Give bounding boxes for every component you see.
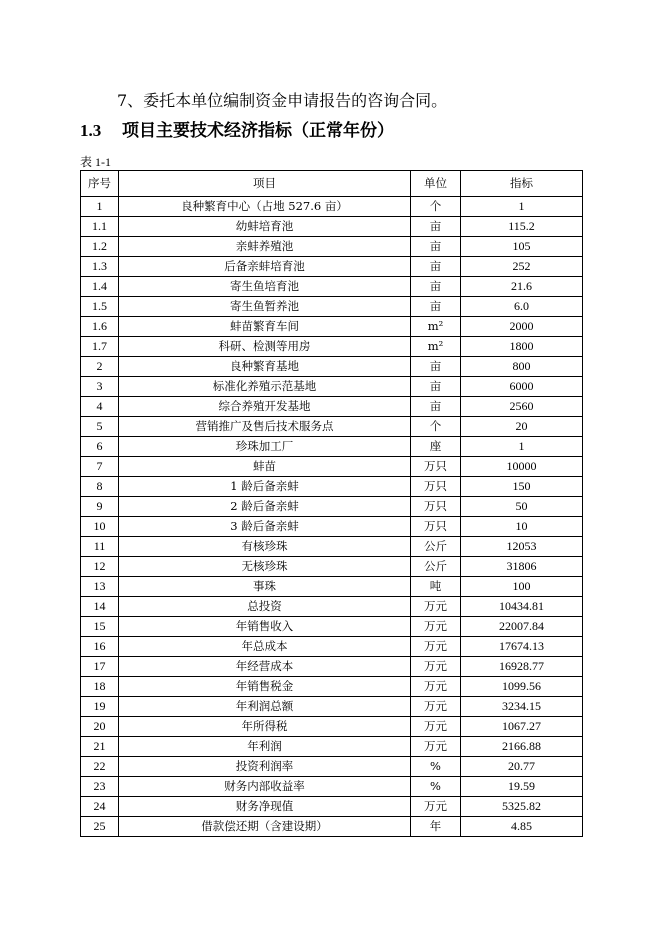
cell-seq: 22 [81,757,119,777]
cell-unit: 万元 [411,617,461,637]
cell-item: 3 龄后备亲蚌 [119,517,411,537]
cell-item: 年总成本 [119,637,411,657]
cell-item: 亲蚌养殖池 [119,237,411,257]
table-row [81,737,583,757]
cell-value: 12053 [461,537,583,557]
section-heading [80,119,394,143]
cell-unit: 亩 [411,397,461,417]
table-header-row [81,171,583,197]
cell-seq: 23 [81,777,119,797]
cell-unit: 亩 [411,297,461,317]
cell-value: 31806 [461,557,583,577]
cell-item: 年销售税金 [119,677,411,697]
cell-item: 有核珍珠 [119,537,411,557]
cell-seq: 1.4 [81,277,119,297]
cell-item: 年利润总额 [119,697,411,717]
cell-value: 1 [461,197,583,217]
cell-seq: 15 [81,617,119,637]
table-row [81,377,583,397]
cell-value: 2000 [461,317,583,337]
cell-value: 10434.81 [461,597,583,617]
cell-seq: 1.1 [81,217,119,237]
cell-seq: 4 [81,397,119,417]
cell-unit: 公斤 [411,537,461,557]
table-row [81,717,583,737]
cell-item: 幼蚌培育池 [119,217,411,237]
intro-list-item: 7、委托本单位编制资金申请报告的咨询合同。 [117,91,448,110]
table-row [81,757,583,777]
cell-unit: 亩 [411,377,461,397]
cell-unit: 亩 [411,217,461,237]
cell-item: 后备亲蚌培育池 [119,257,411,277]
cell-value: 1099.56 [461,677,583,697]
cell-item: 蚌苗繁育车间 [119,317,411,337]
cell-value: 6000 [461,377,583,397]
table-row [81,317,583,337]
cell-seq: 1 [81,197,119,217]
cell-value: 115.2 [461,217,583,237]
cell-value: 10 [461,517,583,537]
cell-item: 1 龄后备亲蚌 [119,477,411,497]
cell-unit: 万元 [411,697,461,717]
cell-item: 总投资 [119,597,411,617]
table-row [81,797,583,817]
cell-value: 1067.27 [461,717,583,737]
table-caption: 表 1-1 [80,155,111,169]
cell-item: 珍珠加工厂 [119,437,411,457]
cell-value: 6.0 [461,297,583,317]
cell-value: 252 [461,257,583,277]
table-row [81,577,583,597]
header-value: 指标 [461,171,583,197]
cell-value: 100 [461,577,583,597]
cell-value: 3234.15 [461,697,583,717]
table-row [81,417,583,437]
cell-unit: 万元 [411,637,461,657]
cell-seq: 18 [81,677,119,697]
table-row [81,777,583,797]
table-row [81,437,583,457]
cell-unit: 万元 [411,677,461,697]
cell-unit: 万只 [411,477,461,497]
cell-value: 19.59 [461,777,583,797]
cell-value: 20.77 [461,757,583,777]
table-row [81,397,583,417]
header-seq: 序号 [81,171,119,197]
cell-unit: m² [411,337,461,357]
table-row [81,697,583,717]
cell-seq: 6 [81,437,119,457]
table-row [81,817,583,837]
cell-item: 年所得税 [119,717,411,737]
cell-item: 年经营成本 [119,657,411,677]
cell-item: 蚌苗 [119,457,411,477]
cell-item: 良种繁育基地 [119,357,411,377]
cell-item: 标准化养殖示范基地 [119,377,411,397]
table-row [81,457,583,477]
cell-seq: 1.2 [81,237,119,257]
cell-item: 年利润 [119,737,411,757]
cell-value: 105 [461,237,583,257]
cell-seq: 10 [81,517,119,537]
cell-unit: 万元 [411,597,461,617]
table-row [81,637,583,657]
cell-seq: 12 [81,557,119,577]
cell-unit: 万元 [411,657,461,677]
cell-unit: % [411,777,461,797]
cell-item: 无核珍珠 [119,557,411,577]
cell-seq: 14 [81,597,119,617]
section-number: 1.3 [80,121,102,140]
cell-seq: 11 [81,537,119,557]
cell-value: 2560 [461,397,583,417]
cell-seq: 3 [81,377,119,397]
cell-unit: 亩 [411,357,461,377]
table-row [81,257,583,277]
cell-seq: 2 [81,357,119,377]
cell-seq: 1.3 [81,257,119,277]
cell-item: 科研、检测等用房 [119,337,411,357]
cell-unit: 万只 [411,497,461,517]
cell-seq: 21 [81,737,119,757]
cell-unit: 万元 [411,797,461,817]
cell-seq: 1.6 [81,317,119,337]
cell-seq: 5 [81,417,119,437]
cell-item: 年销售收入 [119,617,411,637]
table-row [81,497,583,517]
cell-item: 寄生鱼暂养池 [119,297,411,317]
indicators-table [80,170,583,837]
table-row [81,297,583,317]
cell-unit: 万只 [411,517,461,537]
cell-item: 财务净现值 [119,797,411,817]
cell-unit: 个 [411,197,461,217]
table-body [81,197,583,837]
cell-item: 良种繁育中心（占地 527.6 亩） [119,197,411,217]
cell-item: 事珠 [119,577,411,597]
cell-unit: 个 [411,417,461,437]
cell-value: 50 [461,497,583,517]
table-row [81,237,583,257]
cell-unit: 年 [411,817,461,837]
cell-item: 营销推广及售后技术服务点 [119,417,411,437]
cell-item: 2 龄后备亲蚌 [119,497,411,517]
cell-seq: 24 [81,797,119,817]
cell-item: 投资利润率 [119,757,411,777]
cell-unit: 万元 [411,737,461,757]
cell-seq: 1.5 [81,297,119,317]
cell-seq: 19 [81,697,119,717]
cell-seq: 13 [81,577,119,597]
cell-value: 17674.13 [461,637,583,657]
table-row [81,197,583,217]
cell-item: 综合养殖开发基地 [119,397,411,417]
cell-seq: 9 [81,497,119,517]
cell-value: 10000 [461,457,583,477]
cell-value: 22007.84 [461,617,583,637]
cell-value: 1800 [461,337,583,357]
cell-item: 借款偿还期（含建设期） [119,817,411,837]
table-row [81,357,583,377]
cell-seq: 8 [81,477,119,497]
cell-item: 寄生鱼培育池 [119,277,411,297]
table-row [81,537,583,557]
cell-unit: 亩 [411,277,461,297]
header-item: 项目 [119,171,411,197]
table-row [81,657,583,677]
header-unit: 单位 [411,171,461,197]
table-row [81,277,583,297]
table-row [81,597,583,617]
cell-value: 5325.82 [461,797,583,817]
cell-unit: 座 [411,437,461,457]
cell-seq: 16 [81,637,119,657]
table-row [81,617,583,637]
cell-value: 4.85 [461,817,583,837]
cell-unit: 亩 [411,237,461,257]
cell-unit: 公斤 [411,557,461,577]
cell-unit: 亩 [411,257,461,277]
cell-unit: m² [411,317,461,337]
cell-unit: % [411,757,461,777]
cell-item: 财务内部收益率 [119,777,411,797]
cell-value: 1 [461,437,583,457]
cell-value: 800 [461,357,583,377]
section-title: 项目主要技术经济指标（正常年份） [122,121,394,141]
cell-unit: 吨 [411,577,461,597]
cell-unit: 万只 [411,457,461,477]
cell-seq: 1.7 [81,337,119,357]
cell-value: 21.6 [461,277,583,297]
table-row [81,557,583,577]
table-row [81,217,583,237]
table-row [81,477,583,497]
cell-value: 150 [461,477,583,497]
cell-seq: 20 [81,717,119,737]
cell-unit: 万元 [411,717,461,737]
cell-seq: 25 [81,817,119,837]
cell-value: 2166.88 [461,737,583,757]
table-row [81,677,583,697]
table-row [81,517,583,537]
table-row [81,337,583,357]
cell-seq: 17 [81,657,119,677]
cell-value: 16928.77 [461,657,583,677]
cell-seq: 7 [81,457,119,477]
cell-value: 20 [461,417,583,437]
